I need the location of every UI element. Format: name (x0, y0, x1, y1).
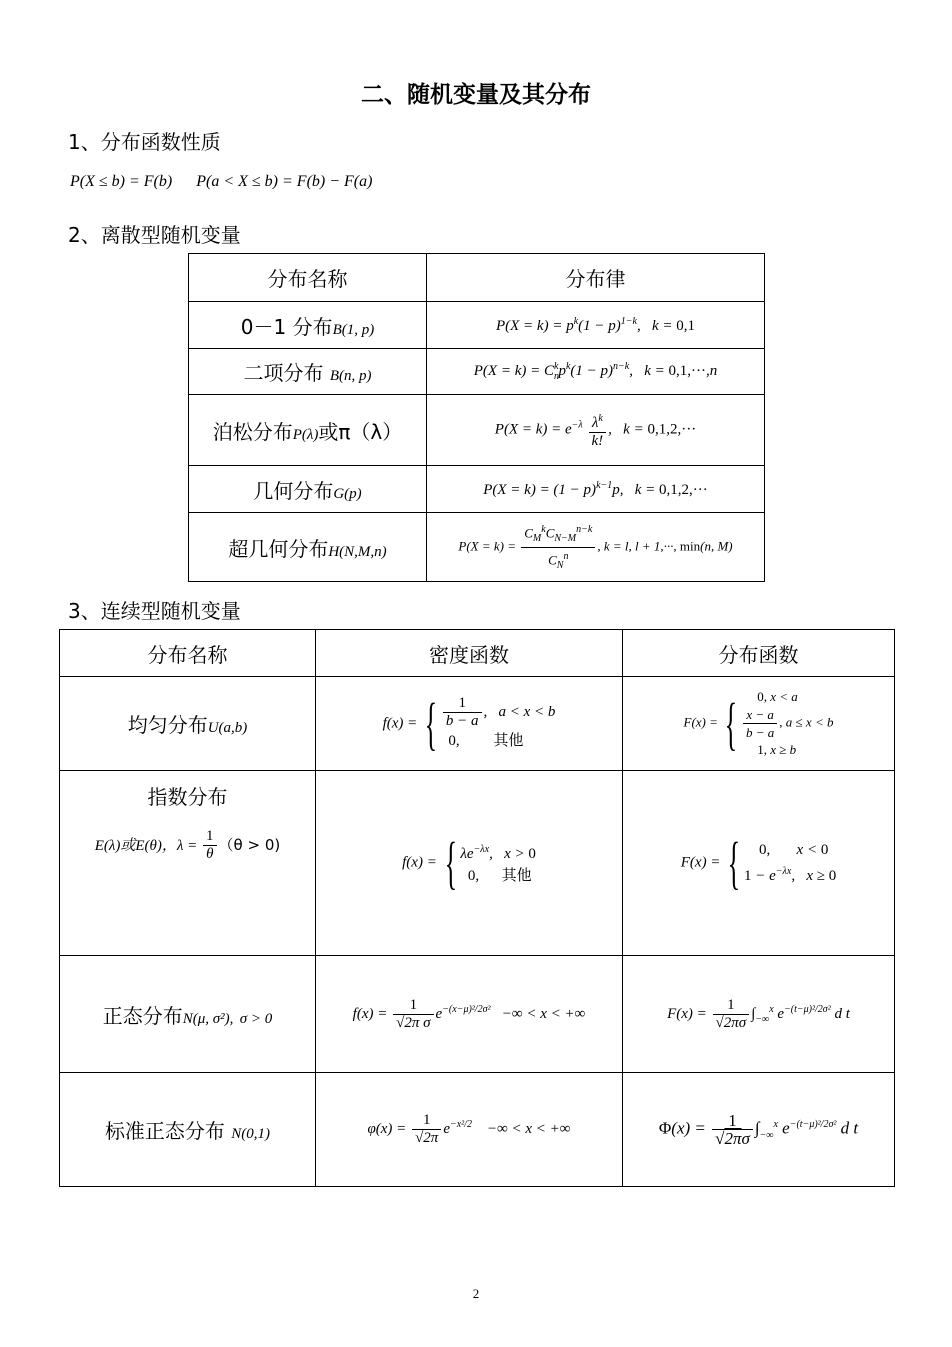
table-row (189, 513, 765, 582)
page-title: 二、随机变量及其分布 (361, 82, 591, 108)
cdf-normal: F(x) = $\frac{1}{√2\pi\sigma}$ $\int_{-\infty}^x$ $e^{-(t-\mu)^2/2\sigma^2}$ d t (623, 956, 895, 1073)
pmf-hypergeometric: P(X = k) = $\frac{C_M^kC_{N-M}^{n-k}}{C_N^n}$ , k = l, l + 1,···, min(n, M) (427, 513, 765, 582)
table-row (189, 395, 765, 466)
dist-name-poisson: 泊松分布P(λ)或π（λ） (189, 395, 427, 466)
pdf-std-normal: φ(x) = $\frac{1}{√2\pi}$ $e^{-x^2/2}$ −∞ < x < +∞ (316, 1073, 623, 1187)
section2-heading: 2、离散型随机变量 (68, 223, 241, 247)
table-row (189, 349, 765, 395)
pdf-normal: f(x) = $\frac{1}{\text{√2π σ}}$ $e^{-(x-\mu)^2/2\sigma^2}$ −∞ < x < +∞ (316, 956, 623, 1073)
header-law: 分布律 (427, 254, 765, 302)
pmf-geometric: $P(X = k) = (1 - p)^{k-1}p$, k = 0,1,2,··· (427, 466, 765, 513)
header-density: 密度函数 (316, 630, 623, 677)
dist-name-hypergeometric: 超几何分布H(N,M,n) (189, 513, 427, 582)
section3-heading: 3、连续型随机变量 (68, 599, 241, 623)
formula-b: P(a < X ≤ b) = F(b) − F(a) (196, 173, 373, 190)
formula-a: P(X ≤ b) = F(b) (70, 173, 173, 190)
dist-name-binomial: 二项分布 B(n, p) (189, 349, 427, 395)
continuous-distribution-table (59, 629, 895, 1187)
table-row (60, 956, 895, 1073)
pdf-exponential: f(x) = { $\lambda e^{-\lambda x}$, x > 0 0, 其他 (316, 771, 623, 956)
dist-name-uniform: 均匀分布U(a,b) (60, 677, 316, 771)
discrete-distribution-table (188, 253, 765, 582)
cdf-std-normal: Φ(x) = $\frac{1}{√2\pi\sigma}$ $\int_{-\infty}^x$ $e^{-(t-\mu)^2/2\sigma^2}$ d t (623, 1073, 895, 1187)
dist-name-normal: 正态分布N(μ, σ²), σ > 0 (60, 956, 316, 1073)
table-row (60, 771, 895, 956)
pdf-uniform: f(x) = { $\frac{1}{b - a}$ , a < x < b 0, 其他 (316, 677, 623, 771)
dist-name-exponential: 指数分布 E(λ)或E(θ)，λ = $\frac{1}{\theta}$ （θ > 0) (60, 771, 316, 956)
pmf-bernoulli: $P(X = k) = p^k(1 - p)^{1-k}$, k = 0,1 (427, 302, 765, 349)
table-row (189, 466, 765, 513)
cdf-property-formulas (70, 173, 372, 191)
header-cdf: 分布函数 (623, 630, 895, 677)
dist-name-bernoulli: 0－1 分布B(1, p) (189, 302, 427, 349)
header-name: 分布名称 (60, 630, 316, 677)
pmf-poisson: $P(X = k) = e^{-\lambda}$ $\frac{\lambda^k}{k!}$ , k = 0,1,2,··· (427, 395, 765, 466)
header-name: 分布名称 (189, 254, 427, 302)
section1-heading: 1、分布函数性质 (68, 130, 221, 154)
cdf-exponential: F(x) = { 0, x < 0 $1 - e^{-\lambda x}$, x ≥ 0 (623, 771, 895, 956)
table-row (60, 677, 895, 771)
table-row (60, 1073, 895, 1187)
table-row (189, 302, 765, 349)
dist-name-geometric: 几何分布G(p) (189, 466, 427, 513)
page-number: 2 (472, 1286, 480, 1301)
cdf-uniform: F(x) = { 0, x < a $\frac{x - a}{b - a}$ , a ≤ x < b 1, x ≥ b (623, 677, 895, 771)
dist-name-std-normal: 标准正态分布 N(0,1) (60, 1073, 316, 1187)
pmf-binomial: $P(X = k) = C_n^kp^k(1 - p)^{n-k}$, k = 0,1,···,n (427, 349, 765, 395)
